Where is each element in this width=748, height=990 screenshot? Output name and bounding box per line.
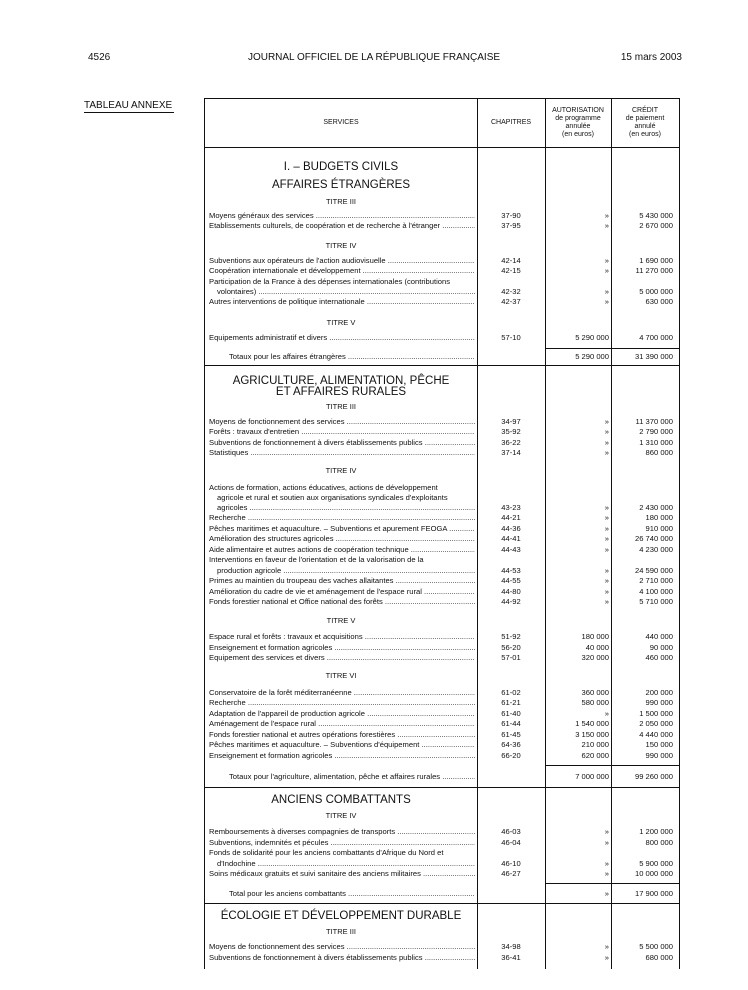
titre-heading: TITRE V <box>326 318 356 327</box>
table-row: Actions de formation, actions éducatives, actions de développement <box>209 483 438 492</box>
table-row: Amélioration du cadre de vie et aménagement de l'espace rural ..... 44-80 » 4 100 000 <box>205 587 679 597</box>
table-row: volontaires) ..... 42-32 » 5 000 000 <box>205 287 679 297</box>
table-row: agricole et rural et soutien aux organisations syndicales d'exploitants <box>217 493 448 502</box>
table-row: Subventions aux opérateurs de l'action audiovisuelle ..... 42-14 » 1 690 000 <box>205 256 679 266</box>
table-row: Aide alimentaire et autres actions de coopération technique ..... 44-43 » 4 230 000 <box>205 545 679 555</box>
header-credit: CRÉDIT de paiement annulé (en euros) <box>625 107 665 138</box>
section-separator <box>205 365 679 366</box>
table-row: Pêches maritimes et aquaculture. – Subventions et apurement FEOGA ..... 44-36 » 910 000 <box>205 524 679 534</box>
total-row: Totaux pour l'agriculture, alimentation, pêche et affaires rurales ..... 7 000 000 99 260 000 <box>205 772 679 782</box>
table-row: Soins médicaux gratuits et suivi sanitaire des anciens militaires ..... 46-27 » 10 000 000 <box>205 869 679 879</box>
table-row: Subventions de fonctionnement à divers établissements publics ..... 36-22 » 1 310 000 <box>205 438 679 448</box>
section-heading: ÉCOLOGIE ET DÉVELOPPEMENT DURABLE <box>220 910 462 922</box>
journal-title: JOURNAL OFFICIEL DE LA RÉPUBLIQUE FRANÇAISE <box>247 52 501 63</box>
table-row: d'Indochine ..... 46-10 » 5 900 000 <box>205 859 679 869</box>
table-row: Pêches maritimes et aquaculture. – Subventions d'équipement ..... 64-36 210 000 150 000 <box>205 740 679 750</box>
table-row: Subventions de fonctionnement à divers établissements publics ..... 36-41 » 680 000 <box>205 953 679 963</box>
annex-table <box>204 98 680 969</box>
titre-heading: TITRE IV <box>325 241 357 250</box>
titre-heading: TITRE VI <box>325 671 357 680</box>
titre-heading: TITRE III <box>326 927 356 936</box>
table-row: Statistiques ..... 37-14 » 860 000 <box>205 448 679 458</box>
table-row: Coopération internationale et développement ..... 42-15 » 11 270 000 <box>205 266 679 276</box>
header-chapitres: CHAPITRES <box>490 119 532 126</box>
table-row: Autres interventions de politique internationale ..... 42-37 » 630 000 <box>205 297 679 307</box>
annex-underline <box>84 112 174 113</box>
titre-heading: TITRE V <box>326 616 356 625</box>
publication-date: 15 mars 2003 <box>620 52 682 63</box>
table-row: Fonds forestier national et autres opérations forestières ..... 61-45 3 150 000 4 440 000 <box>205 730 679 740</box>
table-row: Subventions, indemnités et pécules ..... 46-04 » 800 000 <box>205 838 679 848</box>
table-row: Primes au maintien du troupeau des vaches allaitantes ..... 44-55 » 2 710 000 <box>205 576 679 586</box>
table-row: Interventions en faveur de l'orientation et de la valorisation de la <box>209 555 424 564</box>
table-row: Espace rural et forêts : travaux et acquisitions ..... 51-92 180 000 440 000 <box>205 632 679 642</box>
table-row: Moyens généraux des services ..... 37-90 » 5 430 000 <box>205 211 679 221</box>
section-heading: ET AFFAIRES RURALES <box>275 386 407 398</box>
table-row: Remboursements à diverses compagnies de transports ..... 46-03 » 1 200 000 <box>205 827 679 837</box>
table-row: Recherche ..... 44-21 » 180 000 <box>205 513 679 523</box>
titre-heading: TITRE III <box>326 197 356 206</box>
titre-heading: TITRE IV <box>325 466 357 475</box>
table-row: agricoles ..... 43-23 » 2 430 000 <box>205 503 679 513</box>
table-row: Moyens de fonctionnement des services ..... 34-98 » 5 500 000 <box>205 942 679 952</box>
section-heading: AGRICULTURE, ALIMENTATION, PÊCHE <box>232 375 450 387</box>
total-separator <box>545 883 679 884</box>
page-number: 4526 <box>88 52 111 63</box>
section-heading: ANCIENS COMBATTANTS <box>271 794 411 806</box>
table-row: Fonds de solidarité pour les anciens combattants d'Afrique du Nord et <box>209 848 444 857</box>
section-separator <box>205 787 679 788</box>
total-separator <box>545 348 679 349</box>
section-heading: I. – BUDGETS CIVILS <box>283 161 399 173</box>
table-row: Conservatoire de la forêt méditerranéenne ..... 61-02 360 000 200 000 <box>205 688 679 698</box>
table-row: Enseignement et formation agricoles ..... 66-20 620 000 990 000 <box>205 751 679 761</box>
table-row: Etablissements culturels, de coopération et de recherche à l'étranger ..... 37-95 » 2 670 000 <box>205 221 679 231</box>
total-row: Totaux pour les affaires étrangères ..... 5 290 000 31 390 000 <box>205 352 679 362</box>
table-row: Recherche ..... 61-21 580 000 990 000 <box>205 698 679 708</box>
section-separator <box>205 903 679 904</box>
table-row: Moyens de fonctionnement des services ..... 34-97 » 11 370 000 <box>205 417 679 427</box>
table-header <box>205 99 679 148</box>
total-separator <box>545 765 679 766</box>
table-row: Fonds forestier national et Office national des forêts ..... 44-92 » 5 710 000 <box>205 597 679 607</box>
table-row: Forêts : travaux d'entretien ..... 35-92 » 2 790 000 <box>205 427 679 437</box>
annex-label: TABLEAU ANNEXE <box>84 100 173 111</box>
section-heading: AFFAIRES ÉTRANGÈRES <box>271 179 411 191</box>
header-services: SERVICES <box>323 119 359 126</box>
titre-heading: TITRE IV <box>325 811 357 820</box>
total-row: Total pour les anciens combattants ..... » 17 900 000 <box>205 889 679 899</box>
table-row: Participation de la France à des dépenses internationales (contributions <box>209 277 451 286</box>
titre-heading: TITRE III <box>326 402 356 411</box>
table-row: Equipement des services et divers ..... 57-01 320 000 460 000 <box>205 653 679 663</box>
header-autorisation: AUTORISATION de programme annulée (en euros) <box>552 107 604 138</box>
table-row: Aménagement de l'espace rural ..... 61-44 1 540 000 2 050 000 <box>205 719 679 729</box>
table-row: production agricole ..... 44-53 » 24 590 000 <box>205 566 679 576</box>
table-row: Adaptation de l'appareil de production agricole ..... 61-40 » 1 500 000 <box>205 709 679 719</box>
table-row: Amélioration des structures agricoles ..... 44-41 » 26 740 000 <box>205 534 679 544</box>
table-row: Equipements administratif et divers ..... 57-10 5 290 000 4 700 000 <box>205 333 679 343</box>
table-row: Enseignement et formation agricoles ..... 56-20 40 000 90 000 <box>205 643 679 653</box>
